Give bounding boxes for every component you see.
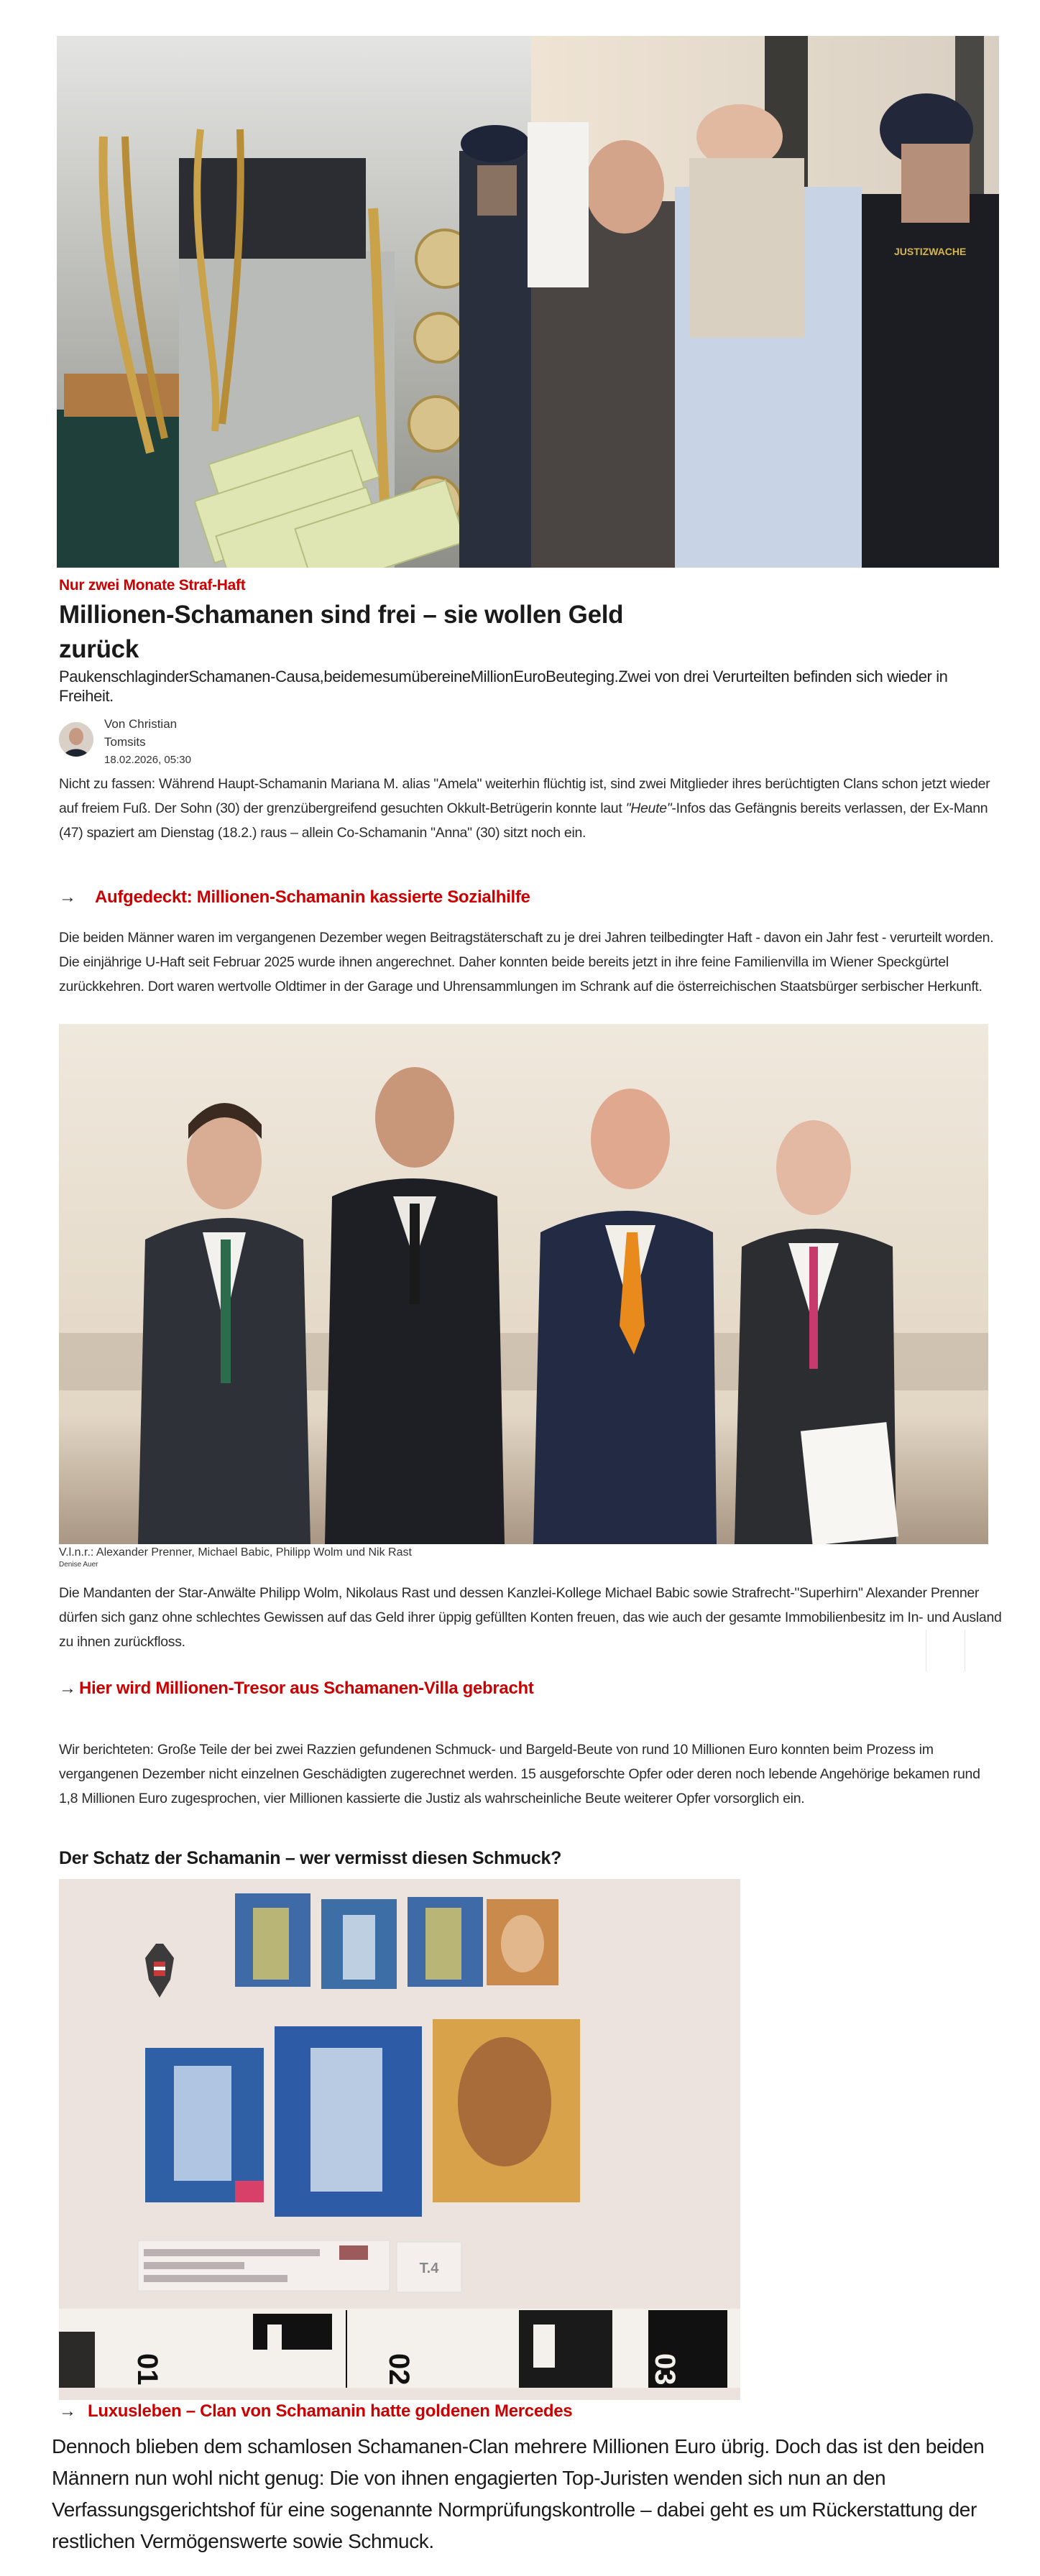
paragraph-1-before: Nicht zu fassen: Während Haupt-Schamanin Mariana M. alias "Amela" weiterhin flüchtig ist, sind zwei Mitglieder ihres berüchtigten Clans schon jetzt wieder auf freiem Fuß. Der Sohn (30) der grenzübergreifend gesuchten Okkult-Betrügerin konnte laut — [59, 776, 990, 816]
section-heading: Der Schatz der Schamanin – wer vermisst diesen Schmuck? — [59, 1848, 562, 1868]
hero-image — [57, 36, 999, 568]
arrow-right-icon: → — [59, 2401, 76, 2421]
author-name-line1[interactable]: Von Christian — [104, 717, 178, 731]
publish-date: 18.02.2026, 05:30 — [104, 754, 191, 766]
evidence-image-graphic — [59, 1879, 740, 2400]
image-credit: Denise Auer — [59, 1561, 98, 1569]
evidence-image — [59, 1879, 740, 2400]
paragraph-2: Die beiden Männer waren im vergangenen Dezember wegen Beitragstäterschaft zu je drei Jahren teilbedingter Haft - davon ein Jahr fest - verurteilt worden. Die einjährige U-Haft seit Februar 2025 wurde ihnen angerechnet. Daher konnten beide bereits jetzt in ihre feine Familienvilla im Wiener Speckgürtel zurückkehren. Dort waren wertvolle Oldtimer in der Garage und Uhrensammlungen im Schrank auf die österreichischen Staatsbürger serbischer Herkunft. — [59, 930, 994, 994]
paragraph-1 — [59, 763, 1000, 845]
image-caption: V.l.n.r.: Alexander Prenner, Michael Babic, Philipp Wolm und Nik Rast — [59, 1546, 412, 1559]
paragraph-5: Dennoch blieben dem schamlosen Schamanen-Clan mehrere Millionen Euro übrig. Doch das ist den beiden Männern nun wohl nicht genug: Die von ihnen engagierten Top-Juristen wenden sich nun an den Verfassungsgerichtshof für eine sogenannte Normprüfungskontrolle – dabei geht es um Rückerstattung der restlichen Vermögenswerte sowie Schmuck. — [52, 2435, 985, 2552]
author-name-line2[interactable]: Tomsits — [104, 735, 146, 749]
related-link-3-label[interactable]: Luxusleben – Clan von Schamanin hatte goldenen Mercedes — [88, 2401, 573, 2421]
scale-mark-2: 02 — [383, 2353, 415, 2386]
scale-mark-3: 03 — [649, 2353, 681, 2386]
article-kicker: Nur zwei Monate Straf-Haft — [59, 577, 246, 594]
related-link-1[interactable] — [59, 887, 530, 908]
author-avatar[interactable] — [59, 722, 93, 757]
paragraph-4: Wir berichteten: Große Teile der bei zwei Razzien gefundenen Schmuck- und Bargeld-Beute von rund 10 Millionen Euro konnten beim Prozess im vergangenen Dezember nicht einzelnen Geschädigten zugerechnet werden. 15 ausgeforschte Opfer oder deren noch lebende Angehörige bekamen rund 1,8 Millionen Euro zugesprochen, vier Millionen kassierte die Justiz als wahrscheinliche Beute weiterer Opfer vorsorglich ein. — [59, 1742, 980, 1806]
paragraph-1-source: "Heute" — [625, 800, 672, 816]
paragraph-1-after: -Infos das Gefängnis bereits verlassen, der Ex-Mann (47) spaziert am Dienstag (18.2.) raus – allein Co-Schamanin "Anna" (30) sitzt noch ein. — [59, 800, 988, 841]
article-lead: PaukenschlaginderSchamanen-Causa,beidemesumübereineMillionEuroBeuteging.Zwei von drei Verurteilten befinden sich wieder in Freiheit. — [59, 668, 948, 705]
arrow-right-icon: → — [59, 1679, 76, 1698]
lawyers-image-graphic — [59, 1024, 988, 1544]
hero-image-graphic — [57, 36, 999, 568]
article-headline: Millionen-Schamanen sind frei – sie wollen Geld zurück — [59, 601, 624, 663]
arrow-right-icon: → — [59, 887, 76, 907]
avatar-icon — [59, 722, 93, 757]
lawyers-image — [59, 1024, 988, 1544]
scale-mark-1: 01 — [132, 2353, 163, 2386]
evidence-tag: T.4 — [419, 2261, 439, 2276]
hero-badge-text: JUSTIZWACHE — [894, 246, 967, 257]
related-link-1-label[interactable]: Aufgedeckt: Millionen-Schamanin kassierte Sozialhilfe — [95, 887, 530, 907]
related-link-2[interactable] — [59, 1679, 534, 1699]
related-link-2-label[interactable]: Hier wird Millionen-Tresor aus Schamanen-Villa gebracht — [79, 1679, 534, 1698]
paragraph-3: Die Mandanten der Star-Anwälte Philipp Wolm, Nikolaus Rast und dessen Kanzlei-Kollege Michael Babic sowie Strafrecht-"Superhirn" Alexander Prenner dürfen sich ganz ohne schlechtes Gewissen auf das Geld ihrer üppig gefüllten Konten freuen, das wie auch der gesamte Immobilienbesitz im In- und Ausland zu ihnen zurückfloss. — [59, 1585, 1002, 1650]
related-link-3[interactable] — [59, 2401, 572, 2422]
